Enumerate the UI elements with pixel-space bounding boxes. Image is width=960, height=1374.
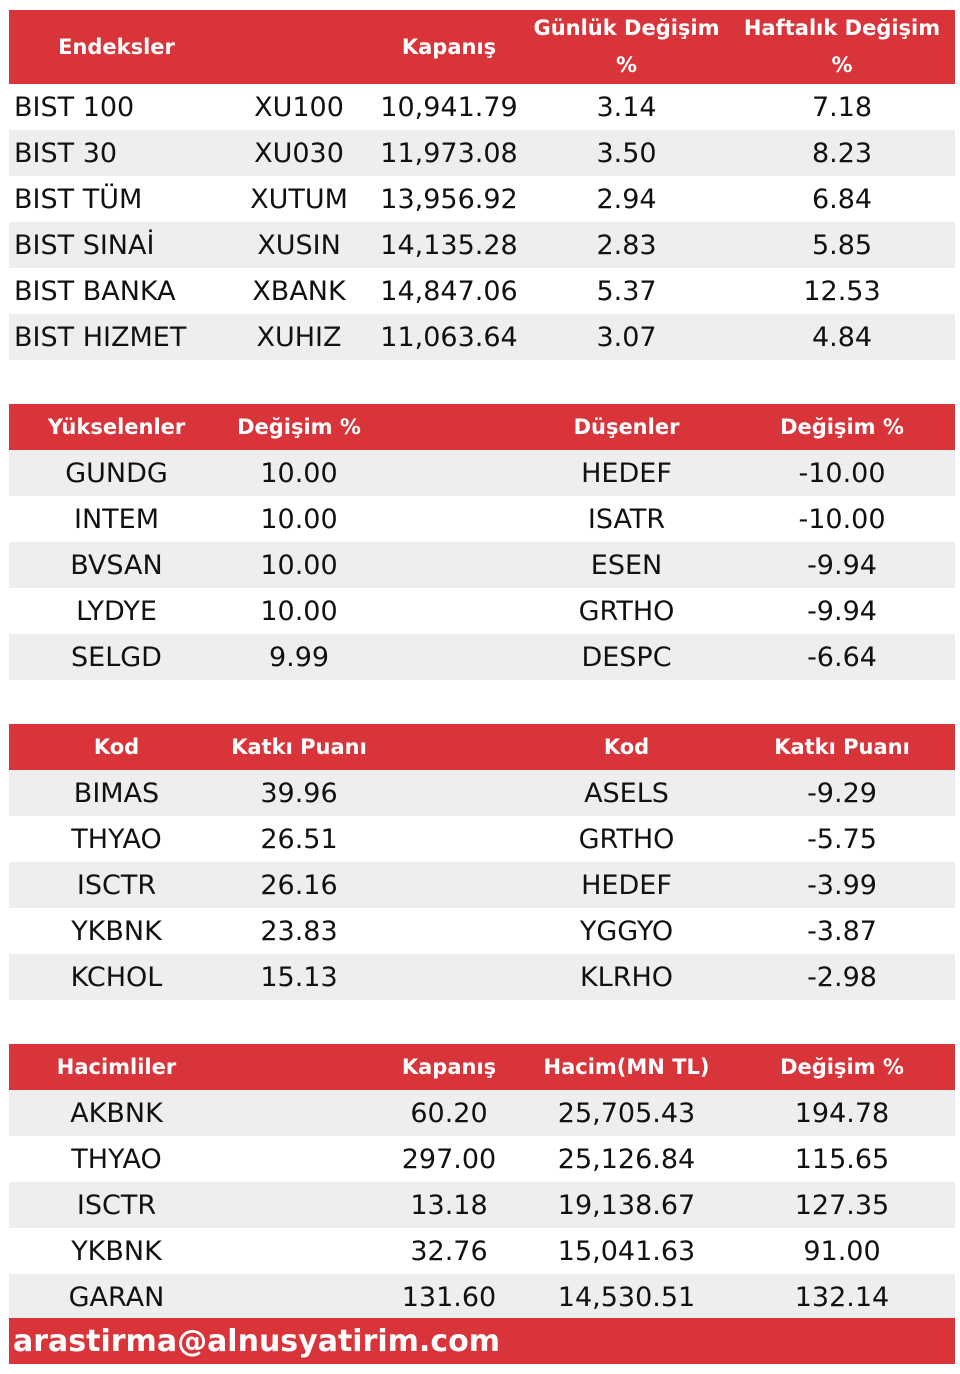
negative-points: -5.75 xyxy=(807,823,877,855)
loser-change: -6.64 xyxy=(807,641,877,673)
loser-change: -10.00 xyxy=(798,503,886,535)
header-kapanis: Kapanış xyxy=(401,34,497,59)
gainer-code: SELGD xyxy=(71,641,162,673)
table-row xyxy=(9,268,955,314)
positive-code: ISCTR xyxy=(76,869,157,901)
table-row xyxy=(9,314,955,360)
indices-table xyxy=(9,10,955,360)
index-code: XU100 xyxy=(254,91,344,123)
positive-code: THYAO xyxy=(71,823,162,855)
negative-points: -9.29 xyxy=(807,777,877,809)
table-row xyxy=(9,1274,955,1320)
volume-code: YKBNK xyxy=(71,1235,162,1267)
index-close: 13,956.92 xyxy=(380,183,518,215)
volume-amount: 25,126.84 xyxy=(557,1143,696,1175)
table-row xyxy=(9,542,955,588)
index-name: BIST 100 xyxy=(14,91,135,123)
table-row xyxy=(9,634,955,680)
movers-table xyxy=(9,404,955,680)
volume-amount: 14,530.51 xyxy=(557,1281,696,1313)
positive-points: 39.96 xyxy=(260,777,338,809)
table-row xyxy=(9,770,955,816)
gainer-code: BVSAN xyxy=(70,549,163,581)
volume-code: AKBNK xyxy=(70,1097,163,1129)
header-gunluk-label: Günlük Değişim xyxy=(533,16,720,40)
gainer-code: LYDYE xyxy=(76,595,157,627)
table-row xyxy=(9,816,955,862)
header-endeksler: Endeksler xyxy=(58,34,175,59)
gainer-change: 10.00 xyxy=(260,595,338,627)
header-gunluk-degisim xyxy=(524,10,729,84)
volume-amount: 25,705.43 xyxy=(557,1097,696,1129)
positive-points: 23.83 xyxy=(260,915,338,947)
table-row xyxy=(9,1182,955,1228)
index-close: 11,973.08 xyxy=(380,137,518,169)
header-gainers-change: Değişim % xyxy=(237,414,361,439)
index-close: 14,135.28 xyxy=(380,229,518,261)
contribution-header xyxy=(9,724,955,770)
table-row xyxy=(9,496,955,542)
positive-points: 15.13 xyxy=(260,961,338,993)
header-kapanis: Kapanış xyxy=(401,1054,497,1079)
loser-code: ESEN xyxy=(590,549,663,581)
index-weekly-change: 8.23 xyxy=(811,137,873,169)
index-close: 10,941.79 xyxy=(380,91,518,123)
header-haftalik-label: Haftalık Değişim xyxy=(743,16,941,40)
index-name: BIST BANKA xyxy=(14,275,176,307)
negative-points: -3.87 xyxy=(807,915,877,947)
negative-code: GRTHO xyxy=(578,823,675,855)
indices-header xyxy=(9,10,955,84)
header-katki-negative: Katkı Puanı xyxy=(774,734,910,759)
movers-header xyxy=(9,404,955,450)
volume-amount: 15,041.63 xyxy=(557,1235,696,1267)
header-dusenler: Düşenler xyxy=(573,414,680,439)
header-gunluk-pct: % xyxy=(615,53,638,77)
positive-code: YKBNK xyxy=(71,915,162,947)
footer-bar xyxy=(9,1318,955,1364)
gainer-change: 10.00 xyxy=(260,549,338,581)
index-code: XUHIZ xyxy=(256,321,342,353)
positive-code: KCHOL xyxy=(70,961,163,993)
loser-code: ISATR xyxy=(587,503,666,535)
index-daily-change: 3.07 xyxy=(596,321,657,353)
table-row xyxy=(9,862,955,908)
index-code: XUTUM xyxy=(250,183,348,215)
volume-code: ISCTR xyxy=(76,1189,157,1221)
header-losers-change: Değişim % xyxy=(780,414,904,439)
volume-close: 297.00 xyxy=(401,1143,497,1175)
loser-code: DESPC xyxy=(581,641,672,673)
volume-change: 194.78 xyxy=(794,1097,890,1129)
positive-code: BIMAS xyxy=(73,777,160,809)
index-daily-change: 3.50 xyxy=(596,137,657,169)
table-row xyxy=(9,450,955,496)
header-degisim: Değişim % xyxy=(780,1054,904,1079)
negative-code: KLRHO xyxy=(579,961,674,993)
loser-change: -10.00 xyxy=(798,457,886,489)
volume-header xyxy=(9,1044,955,1090)
table-row xyxy=(9,588,955,634)
table-row xyxy=(9,222,955,268)
volume-amount: 19,138.67 xyxy=(557,1189,696,1221)
index-name: BIST SINAİ xyxy=(14,229,155,261)
table-row xyxy=(9,1228,955,1274)
index-daily-change: 2.94 xyxy=(596,183,657,215)
index-weekly-change: 5.85 xyxy=(811,229,873,261)
loser-change: -9.94 xyxy=(807,595,877,627)
loser-code: GRTHO xyxy=(578,595,675,627)
header-kod-positive: Kod xyxy=(93,734,140,759)
index-weekly-change: 4.84 xyxy=(811,321,873,353)
index-code: XBANK xyxy=(252,275,346,307)
index-weekly-change: 6.84 xyxy=(811,183,873,215)
gainer-change: 10.00 xyxy=(260,457,338,489)
volume-code: THYAO xyxy=(71,1143,162,1175)
volume-close: 13.18 xyxy=(410,1189,488,1221)
table-row xyxy=(9,130,955,176)
header-hacimliler: Hacimliler xyxy=(56,1054,177,1079)
header-yukselenler: Yükselenler xyxy=(47,414,186,439)
negative-points: -3.99 xyxy=(807,869,877,901)
positive-points: 26.16 xyxy=(260,869,338,901)
index-daily-change: 2.83 xyxy=(596,229,657,261)
loser-change: -9.94 xyxy=(807,549,877,581)
table-row xyxy=(9,176,955,222)
table-row xyxy=(9,84,955,130)
index-code: XUSIN xyxy=(257,229,341,261)
negative-code: HEDEF xyxy=(581,869,672,901)
volume-close: 131.60 xyxy=(401,1281,497,1313)
index-code: XU030 xyxy=(254,137,344,169)
index-weekly-change: 7.18 xyxy=(811,91,873,123)
negative-code: YGGYO xyxy=(579,915,674,947)
index-daily-change: 5.37 xyxy=(596,275,657,307)
negative-code: ASELS xyxy=(584,777,669,809)
contribution-table xyxy=(9,724,955,1000)
volume-change: 91.00 xyxy=(803,1235,881,1267)
index-daily-change: 3.14 xyxy=(596,91,657,123)
table-row xyxy=(9,954,955,1000)
volume-close: 60.20 xyxy=(410,1097,488,1129)
gainer-change: 9.99 xyxy=(268,641,330,673)
contact-email[interactable]: arastirma@alnusyatirim.com xyxy=(13,1323,500,1359)
index-weekly-change: 12.53 xyxy=(803,275,881,307)
volume-table xyxy=(9,1044,955,1320)
table-row xyxy=(9,908,955,954)
negative-points: -2.98 xyxy=(807,961,877,993)
table-row xyxy=(9,1090,955,1136)
index-close: 11,063.64 xyxy=(380,321,518,353)
header-kod-negative: Kod xyxy=(603,734,650,759)
header-katki-positive: Katkı Puanı xyxy=(231,734,367,759)
volume-change: 127.35 xyxy=(794,1189,890,1221)
volume-change: 115.65 xyxy=(794,1143,890,1175)
index-close: 14,847.06 xyxy=(380,275,518,307)
header-haftalik-pct: % xyxy=(831,53,853,77)
index-name: BIST TÜM xyxy=(14,183,143,215)
header-haftalik-degisim xyxy=(729,10,955,84)
table-row xyxy=(9,1136,955,1182)
gainer-code: INTEM xyxy=(73,503,159,535)
gainer-code: GUNDG xyxy=(65,457,168,489)
volume-change: 132.14 xyxy=(794,1281,890,1313)
loser-code: HEDEF xyxy=(581,457,672,489)
header-hacim: Hacim(MN TL) xyxy=(543,1054,710,1079)
volume-code: GARAN xyxy=(68,1281,165,1313)
gainer-change: 10.00 xyxy=(260,503,338,535)
index-name: BIST HIZMET xyxy=(14,321,187,353)
volume-close: 32.76 xyxy=(410,1235,488,1267)
positive-points: 26.51 xyxy=(260,823,338,855)
index-name: BIST 30 xyxy=(14,137,118,169)
